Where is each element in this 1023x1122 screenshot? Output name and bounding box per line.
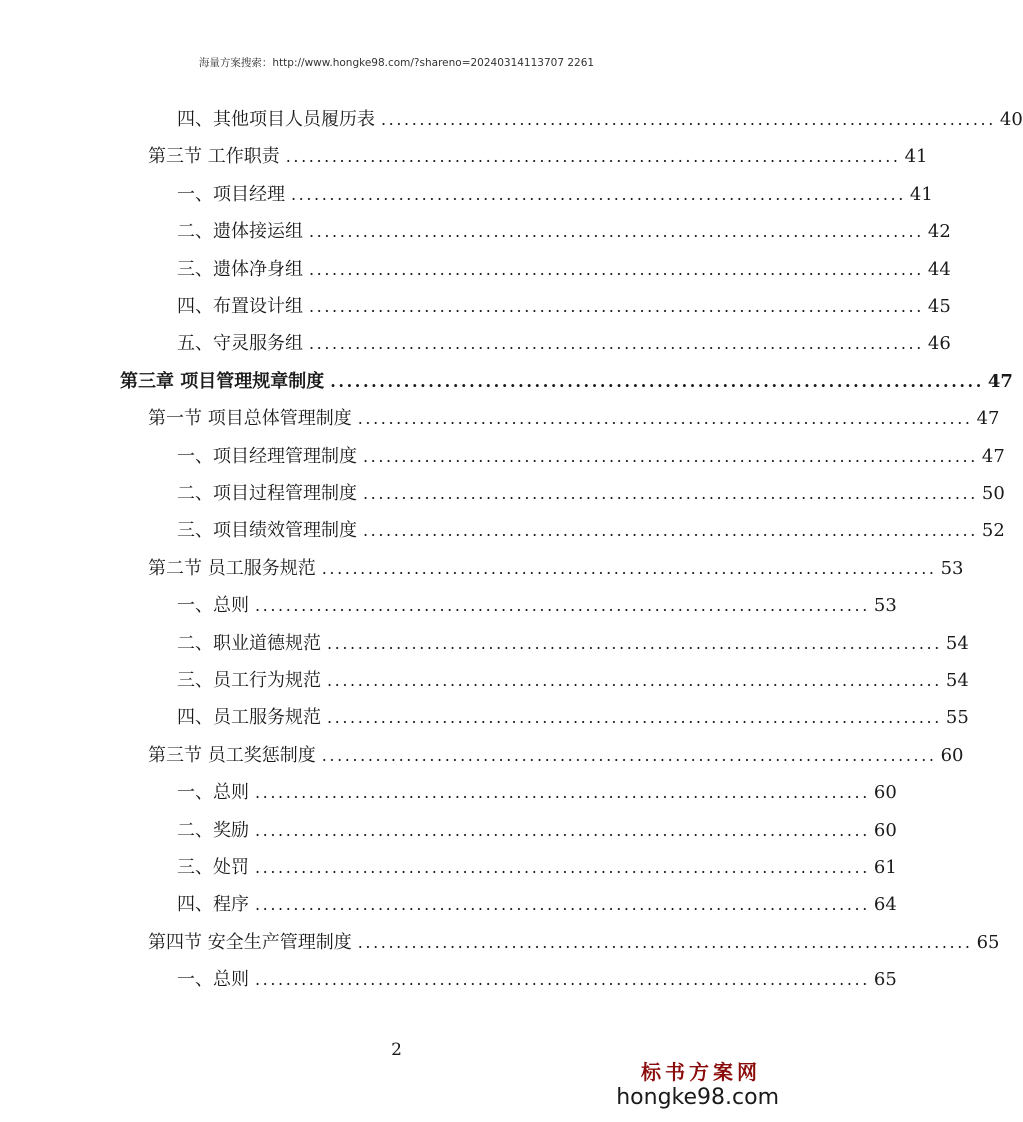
toc-entry[interactable] bbox=[177, 512, 1005, 549]
toc-entry-page: 54 bbox=[945, 670, 969, 691]
toc-entry-page: 44 bbox=[927, 258, 951, 280]
toc-entry-title: 三、遗体净身组 bbox=[177, 258, 303, 280]
page-number: 2 bbox=[391, 1040, 402, 1060]
toc-leader-dots: ................................................................................ bbox=[255, 858, 870, 877]
toc-entry-title: 第四节 安全生产管理制度 bbox=[148, 931, 352, 953]
toc-entry-title: 第三章 项目管理规章制度 bbox=[120, 370, 325, 392]
toc-entry[interactable] bbox=[177, 886, 897, 923]
toc-entry-page: 65 bbox=[873, 969, 897, 991]
toc-entry[interactable] bbox=[177, 438, 1005, 475]
toc-leader-dots: ................................................................................ bbox=[309, 297, 924, 316]
toc-entry[interactable] bbox=[148, 400, 1000, 437]
toc-leader-dots: ................................................................................ bbox=[327, 708, 942, 728]
toc-entry-page: 46 bbox=[927, 333, 951, 355]
toc-entry[interactable] bbox=[177, 774, 897, 811]
toc-leader-dots: ................................................................................ bbox=[309, 259, 924, 279]
toc-leader-dots: ................................................................................ bbox=[291, 184, 906, 204]
toc-leader-dots: ................................................................................ bbox=[285, 147, 901, 167]
toc-leader-dots: ................................................................................ bbox=[363, 521, 978, 541]
toc-entry[interactable] bbox=[148, 737, 964, 774]
toc-leader-dots: ................................................................................ bbox=[357, 409, 973, 429]
watermark-logo bbox=[616, 1056, 779, 1110]
toc-entry-title: 第二节 员工服务规范 bbox=[148, 557, 316, 579]
toc-entry-page: 45 bbox=[927, 296, 951, 317]
toc-entry-page: 53 bbox=[873, 595, 897, 617]
toc-entry-title: 五、守灵服务组 bbox=[177, 333, 303, 355]
toc-entry[interactable] bbox=[177, 849, 897, 886]
toc-entry-title: 二、职业道德规范 bbox=[177, 632, 321, 654]
toc-entry-page: 47 bbox=[976, 408, 1000, 430]
toc-entry[interactable] bbox=[148, 138, 928, 175]
toc-entry-page: 47 bbox=[987, 370, 1013, 392]
toc-entry-title: 一、项目经理管理制度 bbox=[177, 445, 357, 467]
toc-entry-page: 61 bbox=[873, 857, 897, 878]
toc-leader-dots: ................................................................................ bbox=[381, 110, 996, 129]
toc-leader-dots: ................................................................................ bbox=[330, 371, 984, 391]
toc-entry[interactable] bbox=[177, 812, 897, 849]
toc-leader-dots: ................................................................................ bbox=[327, 633, 942, 653]
toc-entry[interactable] bbox=[177, 961, 897, 998]
toc-entry-page: 41 bbox=[909, 183, 933, 205]
toc-entry-page: 52 bbox=[981, 520, 1005, 542]
toc-leader-dots: ................................................................................ bbox=[357, 932, 973, 952]
toc-entry-page: 41 bbox=[904, 146, 928, 168]
toc-entry-page: 53 bbox=[940, 557, 964, 579]
toc-entry-title: 二、遗体接运组 bbox=[177, 221, 303, 243]
toc-entry-title: 二、奖励 bbox=[177, 819, 249, 841]
toc-entry[interactable] bbox=[120, 363, 1013, 400]
toc-entry-page: 54 bbox=[945, 632, 969, 654]
toc-entry-page: 40 bbox=[999, 109, 1023, 130]
toc-leader-dots: ................................................................................ bbox=[255, 895, 870, 915]
toc-leader-dots: ................................................................................ bbox=[363, 446, 978, 466]
toc-entry[interactable] bbox=[177, 662, 969, 699]
toc-entry-title: 一、总则 bbox=[177, 969, 249, 991]
toc-leader-dots: ................................................................................ bbox=[255, 820, 870, 840]
toc-entry[interactable] bbox=[177, 475, 1005, 512]
toc-entry-page: 60 bbox=[873, 819, 897, 841]
toc-leader-dots: ................................................................................ bbox=[321, 558, 937, 578]
toc-leader-dots: ................................................................................ bbox=[255, 783, 870, 803]
toc-entry-title: 三、处罚 bbox=[177, 857, 249, 878]
toc-entry-page: 50 bbox=[981, 483, 1005, 504]
toc-entry-page: 64 bbox=[873, 894, 897, 916]
toc-entry-title: 四、员工服务规范 bbox=[177, 707, 321, 729]
toc-entry[interactable] bbox=[177, 587, 897, 624]
toc-entry-title: 一、项目经理 bbox=[177, 183, 285, 205]
toc-entry[interactable] bbox=[177, 288, 951, 325]
toc-entry-page: 60 bbox=[940, 744, 964, 766]
page-header-url: 海量方案搜索：http://www.hongke98.com/?shareno=20240314113707 2261 bbox=[198, 57, 595, 69]
toc-leader-dots: ................................................................................ bbox=[321, 745, 937, 765]
toc-entry[interactable] bbox=[177, 176, 933, 213]
toc-entry-title: 第三节 工作职责 bbox=[148, 146, 280, 168]
toc-entry-title: 四、布置设计组 bbox=[177, 296, 303, 317]
toc-entry-title: 三、员工行为规范 bbox=[177, 670, 321, 691]
toc-entry-page: 42 bbox=[927, 221, 951, 243]
toc-entry[interactable] bbox=[177, 251, 951, 288]
watermark-domain-text: hongke98.com bbox=[616, 1085, 779, 1110]
toc-entry-title: 第一节 项目总体管理制度 bbox=[148, 408, 352, 430]
toc-entry[interactable] bbox=[177, 699, 969, 736]
toc-entry-page: 47 bbox=[981, 445, 1005, 467]
toc-entry-title: 一、总则 bbox=[177, 782, 249, 804]
toc-entry-title: 三、项目绩效管理制度 bbox=[177, 520, 357, 542]
watermark-brand-text: 标书方案网 bbox=[641, 1060, 761, 1084]
toc-leader-dots: ................................................................................ bbox=[309, 222, 924, 242]
toc-entry[interactable] bbox=[148, 550, 964, 587]
toc-entry-title: 第三节 员工奖惩制度 bbox=[148, 744, 316, 766]
toc-entry-title: 四、程序 bbox=[177, 894, 249, 916]
toc-entry[interactable] bbox=[177, 213, 951, 250]
toc-entry[interactable] bbox=[177, 101, 1023, 138]
toc-entry[interactable] bbox=[177, 625, 969, 662]
toc-entry-title: 四、其他项目人员履历表 bbox=[177, 109, 375, 130]
toc-leader-dots: ................................................................................ bbox=[363, 484, 978, 503]
toc-entry-page: 60 bbox=[873, 782, 897, 804]
toc-leader-dots: ................................................................................ bbox=[255, 596, 870, 616]
toc-leader-dots: ................................................................................ bbox=[255, 970, 870, 990]
toc-leader-dots: ................................................................................ bbox=[309, 334, 924, 354]
toc-entry-page: 65 bbox=[976, 931, 1000, 953]
toc-entry-title: 一、总则 bbox=[177, 595, 249, 617]
toc-entry[interactable] bbox=[177, 325, 951, 362]
toc-entry-title: 二、项目过程管理制度 bbox=[177, 483, 357, 504]
toc-leader-dots: ................................................................................ bbox=[327, 671, 942, 690]
toc-entry[interactable] bbox=[148, 924, 1000, 961]
toc-entry-page: 55 bbox=[945, 707, 969, 729]
